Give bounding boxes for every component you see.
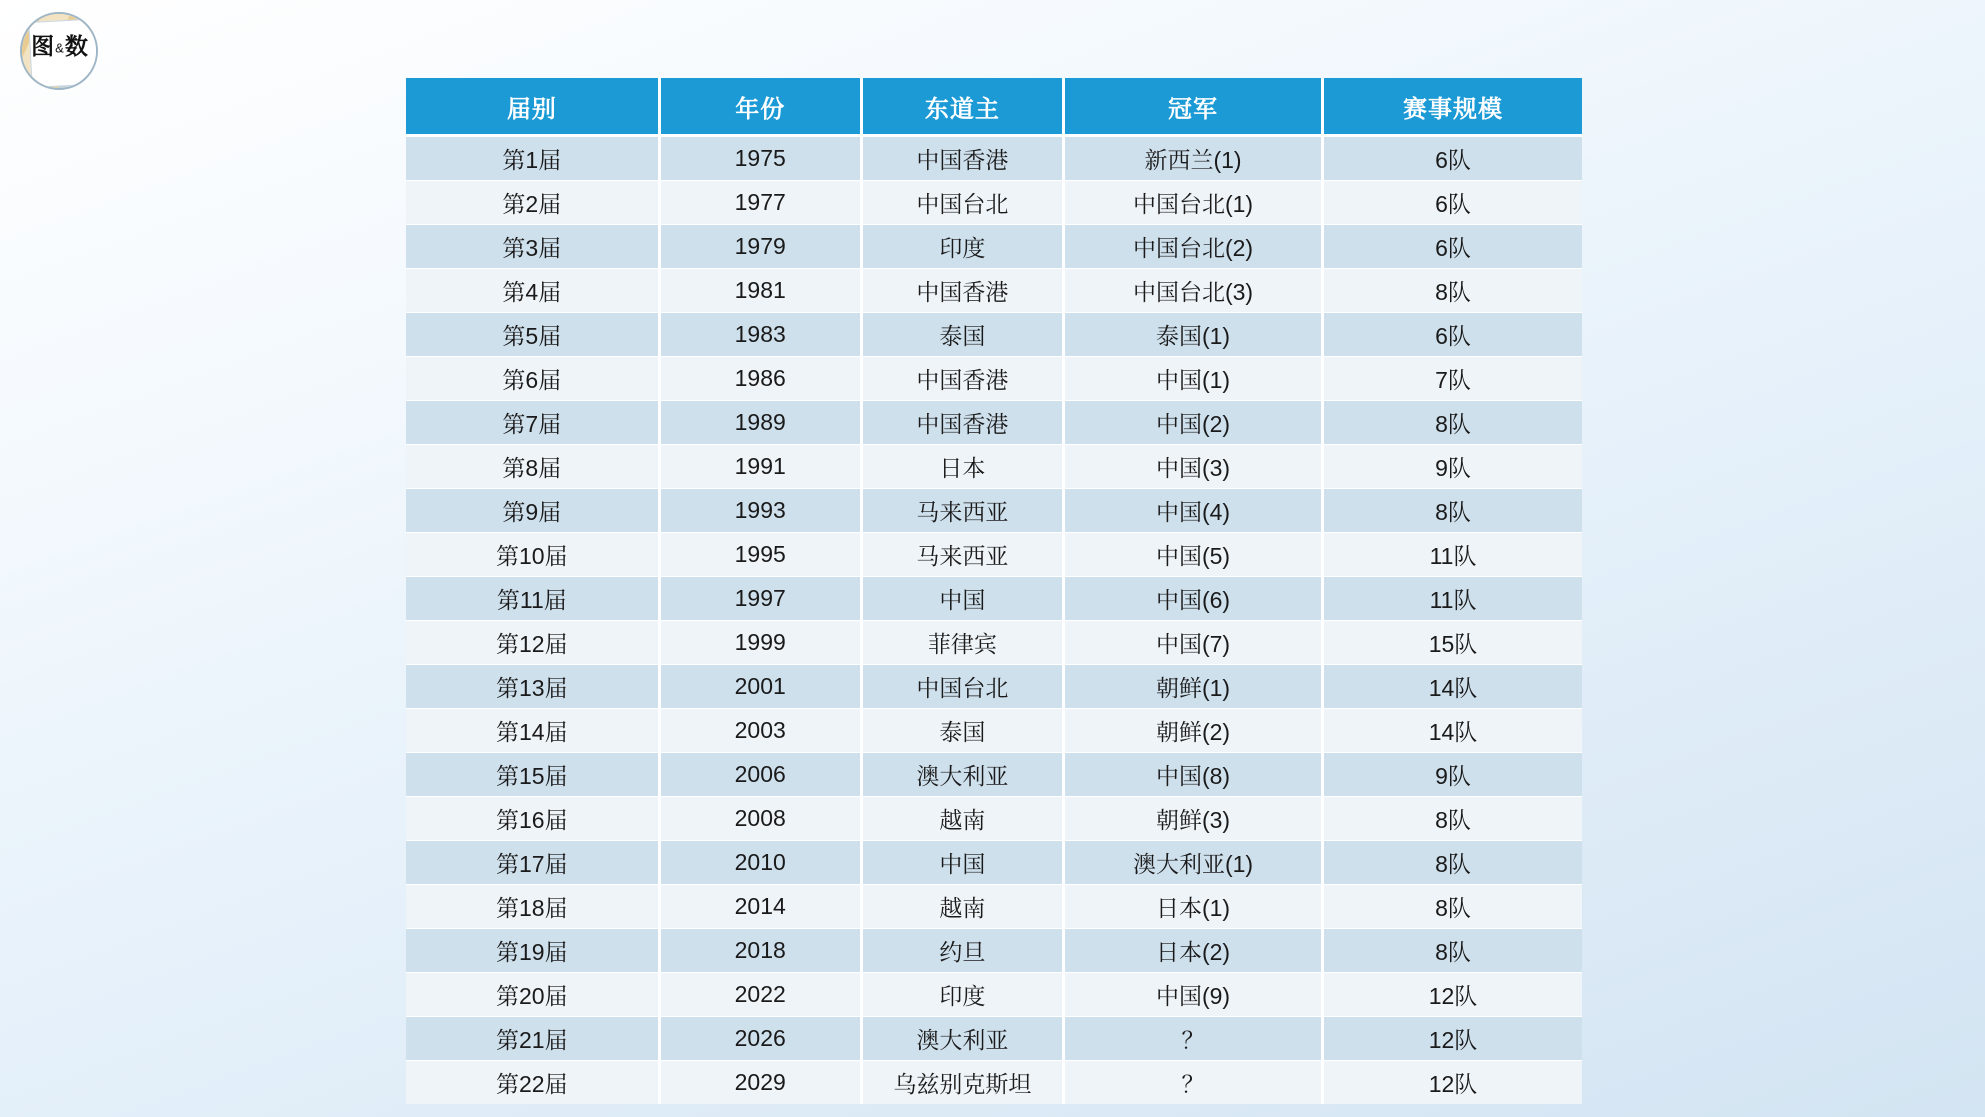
cell-host: 中国香港	[863, 401, 1065, 445]
cell-year: 1981	[661, 269, 863, 313]
cell-host: 约旦	[863, 929, 1065, 973]
brand-logo	[14, 8, 102, 86]
cell-champion: 朝鲜(1)	[1065, 665, 1324, 709]
cell-edition: 第12届	[406, 621, 661, 665]
cell-champion: 中国(3)	[1065, 445, 1324, 489]
cell-edition: 第3届	[406, 225, 661, 269]
table-row	[406, 973, 1582, 1017]
cell-host: 印度	[863, 973, 1065, 1017]
cell-year: 2018	[661, 929, 863, 973]
table-row	[406, 1017, 1582, 1061]
cell-host: 中国香港	[863, 137, 1065, 181]
cell-champion: 中国(4)	[1065, 489, 1324, 533]
cell-champion: 朝鲜(2)	[1065, 709, 1324, 753]
table-row	[406, 709, 1582, 753]
table-row	[406, 357, 1582, 401]
cell-year: 2006	[661, 753, 863, 797]
cell-champion: 中国(9)	[1065, 973, 1324, 1017]
cell-edition: 第22届	[406, 1061, 661, 1104]
cell-host: 中国香港	[863, 357, 1065, 401]
cell-edition: 第5届	[406, 313, 661, 357]
cell-scale: 12队	[1324, 1061, 1582, 1104]
cell-edition: 第10届	[406, 533, 661, 577]
cell-host: 中国香港	[863, 269, 1065, 313]
cell-champion: 中国台北(3)	[1065, 269, 1324, 313]
table-row	[406, 533, 1582, 577]
cell-champion: 中国(1)	[1065, 357, 1324, 401]
table-row	[406, 797, 1582, 841]
logo-text	[24, 28, 96, 61]
cell-year: 1991	[661, 445, 863, 489]
table-header-row	[406, 78, 1582, 137]
cell-edition: 第21届	[406, 1017, 661, 1061]
cell-year: 1997	[661, 577, 863, 621]
cell-host: 澳大利亚	[863, 1017, 1065, 1061]
cell-year: 2010	[661, 841, 863, 885]
cell-host: 澳大利亚	[863, 753, 1065, 797]
cell-host: 中国	[863, 577, 1065, 621]
cell-scale: 15队	[1324, 621, 1582, 665]
cell-host: 泰国	[863, 313, 1065, 357]
cell-scale: 8队	[1324, 929, 1582, 973]
cell-host: 中国台北	[863, 665, 1065, 709]
cell-champion: 中国台北(1)	[1065, 181, 1324, 225]
cell-scale: 12队	[1324, 1017, 1582, 1061]
cell-year: 1993	[661, 489, 863, 533]
cell-champion: 中国台北(2)	[1065, 225, 1324, 269]
column-header-edition: 届别	[406, 78, 661, 137]
cell-host: 马来西亚	[863, 533, 1065, 577]
table-row	[406, 401, 1582, 445]
cell-host: 印度	[863, 225, 1065, 269]
cell-edition: 第8届	[406, 445, 661, 489]
table-row	[406, 313, 1582, 357]
table-row	[406, 489, 1582, 533]
cell-host: 乌兹别克斯坦	[863, 1061, 1065, 1104]
column-header-champion: 冠军	[1065, 78, 1324, 137]
cell-year: 1979	[661, 225, 863, 269]
cell-scale: 14队	[1324, 709, 1582, 753]
cell-host: 日本	[863, 445, 1065, 489]
cell-champion: 泰国(1)	[1065, 313, 1324, 357]
cell-champion: 中国(2)	[1065, 401, 1324, 445]
cell-year: 2022	[661, 973, 863, 1017]
cell-scale: 11队	[1324, 533, 1582, 577]
cell-scale: 8队	[1324, 841, 1582, 885]
table-row	[406, 841, 1582, 885]
cell-scale: 6队	[1324, 137, 1582, 181]
cell-host: 泰国	[863, 709, 1065, 753]
cell-host: 马来西亚	[863, 489, 1065, 533]
table-row	[406, 577, 1582, 621]
table-row	[406, 445, 1582, 489]
cell-champion: 中国(7)	[1065, 621, 1324, 665]
cell-scale: 8队	[1324, 797, 1582, 841]
table-body	[406, 137, 1582, 1104]
cell-year: 1995	[661, 533, 863, 577]
cell-host: 中国	[863, 841, 1065, 885]
column-header-year: 年份	[661, 78, 863, 137]
table-row	[406, 269, 1582, 313]
cell-edition: 第17届	[406, 841, 661, 885]
table-row	[406, 665, 1582, 709]
column-header-scale: 赛事规模	[1324, 78, 1582, 137]
table-row	[406, 181, 1582, 225]
cell-scale: 14队	[1324, 665, 1582, 709]
cell-scale: 8队	[1324, 885, 1582, 929]
table-row	[406, 621, 1582, 665]
cell-year: 1977	[661, 181, 863, 225]
cell-scale: 8队	[1324, 401, 1582, 445]
cell-edition: 第13届	[406, 665, 661, 709]
cell-year: 2003	[661, 709, 863, 753]
cell-champion: 中国(8)	[1065, 753, 1324, 797]
table-row	[406, 929, 1582, 973]
cell-scale: 8队	[1324, 489, 1582, 533]
cell-champion: 中国(5)	[1065, 533, 1324, 577]
cell-champion: 朝鲜(3)	[1065, 797, 1324, 841]
table-row	[406, 137, 1582, 181]
cell-edition: 第2届	[406, 181, 661, 225]
cell-scale: 6队	[1324, 225, 1582, 269]
cell-year: 2026	[661, 1017, 863, 1061]
cell-edition: 第14届	[406, 709, 661, 753]
table-row	[406, 1061, 1582, 1104]
cell-scale: 9队	[1324, 753, 1582, 797]
cell-host: 越南	[863, 797, 1065, 841]
cell-edition: 第7届	[406, 401, 661, 445]
tournament-table	[406, 78, 1582, 1104]
table-row	[406, 753, 1582, 797]
logo-text-main: 图	[31, 33, 56, 59]
cell-champion: ？	[1065, 1061, 1324, 1104]
cell-year: 1999	[661, 621, 863, 665]
cell-scale: 11队	[1324, 577, 1582, 621]
tournament-table-container	[406, 78, 1582, 1104]
cell-edition: 第20届	[406, 973, 661, 1017]
cell-scale: 6队	[1324, 181, 1582, 225]
cell-edition: 第1届	[406, 137, 661, 181]
cell-champion: 澳大利亚(1)	[1065, 841, 1324, 885]
cell-year: 1983	[661, 313, 863, 357]
cell-host: 菲律宾	[863, 621, 1065, 665]
cell-edition: 第9届	[406, 489, 661, 533]
column-header-host: 东道主	[863, 78, 1065, 137]
cell-edition: 第15届	[406, 753, 661, 797]
table-row	[406, 885, 1582, 929]
cell-scale: 7队	[1324, 357, 1582, 401]
cell-year: 2001	[661, 665, 863, 709]
cell-edition: 第6届	[406, 357, 661, 401]
cell-edition: 第11届	[406, 577, 661, 621]
cell-host: 中国台北	[863, 181, 1065, 225]
table-row	[406, 225, 1582, 269]
cell-champion: 中国(6)	[1065, 577, 1324, 621]
cell-edition: 第19届	[406, 929, 661, 973]
table-header	[406, 78, 1582, 137]
cell-year: 2029	[661, 1061, 863, 1104]
cell-champion: 日本(1)	[1065, 885, 1324, 929]
cell-edition: 第4届	[406, 269, 661, 313]
cell-year: 1986	[661, 357, 863, 401]
cell-host: 越南	[863, 885, 1065, 929]
cell-edition: 第16届	[406, 797, 661, 841]
logo-text-amp: &	[55, 40, 65, 56]
cell-champion: 日本(2)	[1065, 929, 1324, 973]
cell-champion: ？	[1065, 1017, 1324, 1061]
cell-year: 1989	[661, 401, 863, 445]
cell-year: 2008	[661, 797, 863, 841]
cell-scale: 6队	[1324, 313, 1582, 357]
cell-scale: 9队	[1324, 445, 1582, 489]
cell-edition: 第18届	[406, 885, 661, 929]
cell-champion: 新西兰(1)	[1065, 137, 1324, 181]
cell-scale: 12队	[1324, 973, 1582, 1017]
cell-scale: 8队	[1324, 269, 1582, 313]
cell-year: 1975	[661, 137, 863, 181]
cell-year: 2014	[661, 885, 863, 929]
logo-text-sub: 数	[64, 33, 89, 59]
